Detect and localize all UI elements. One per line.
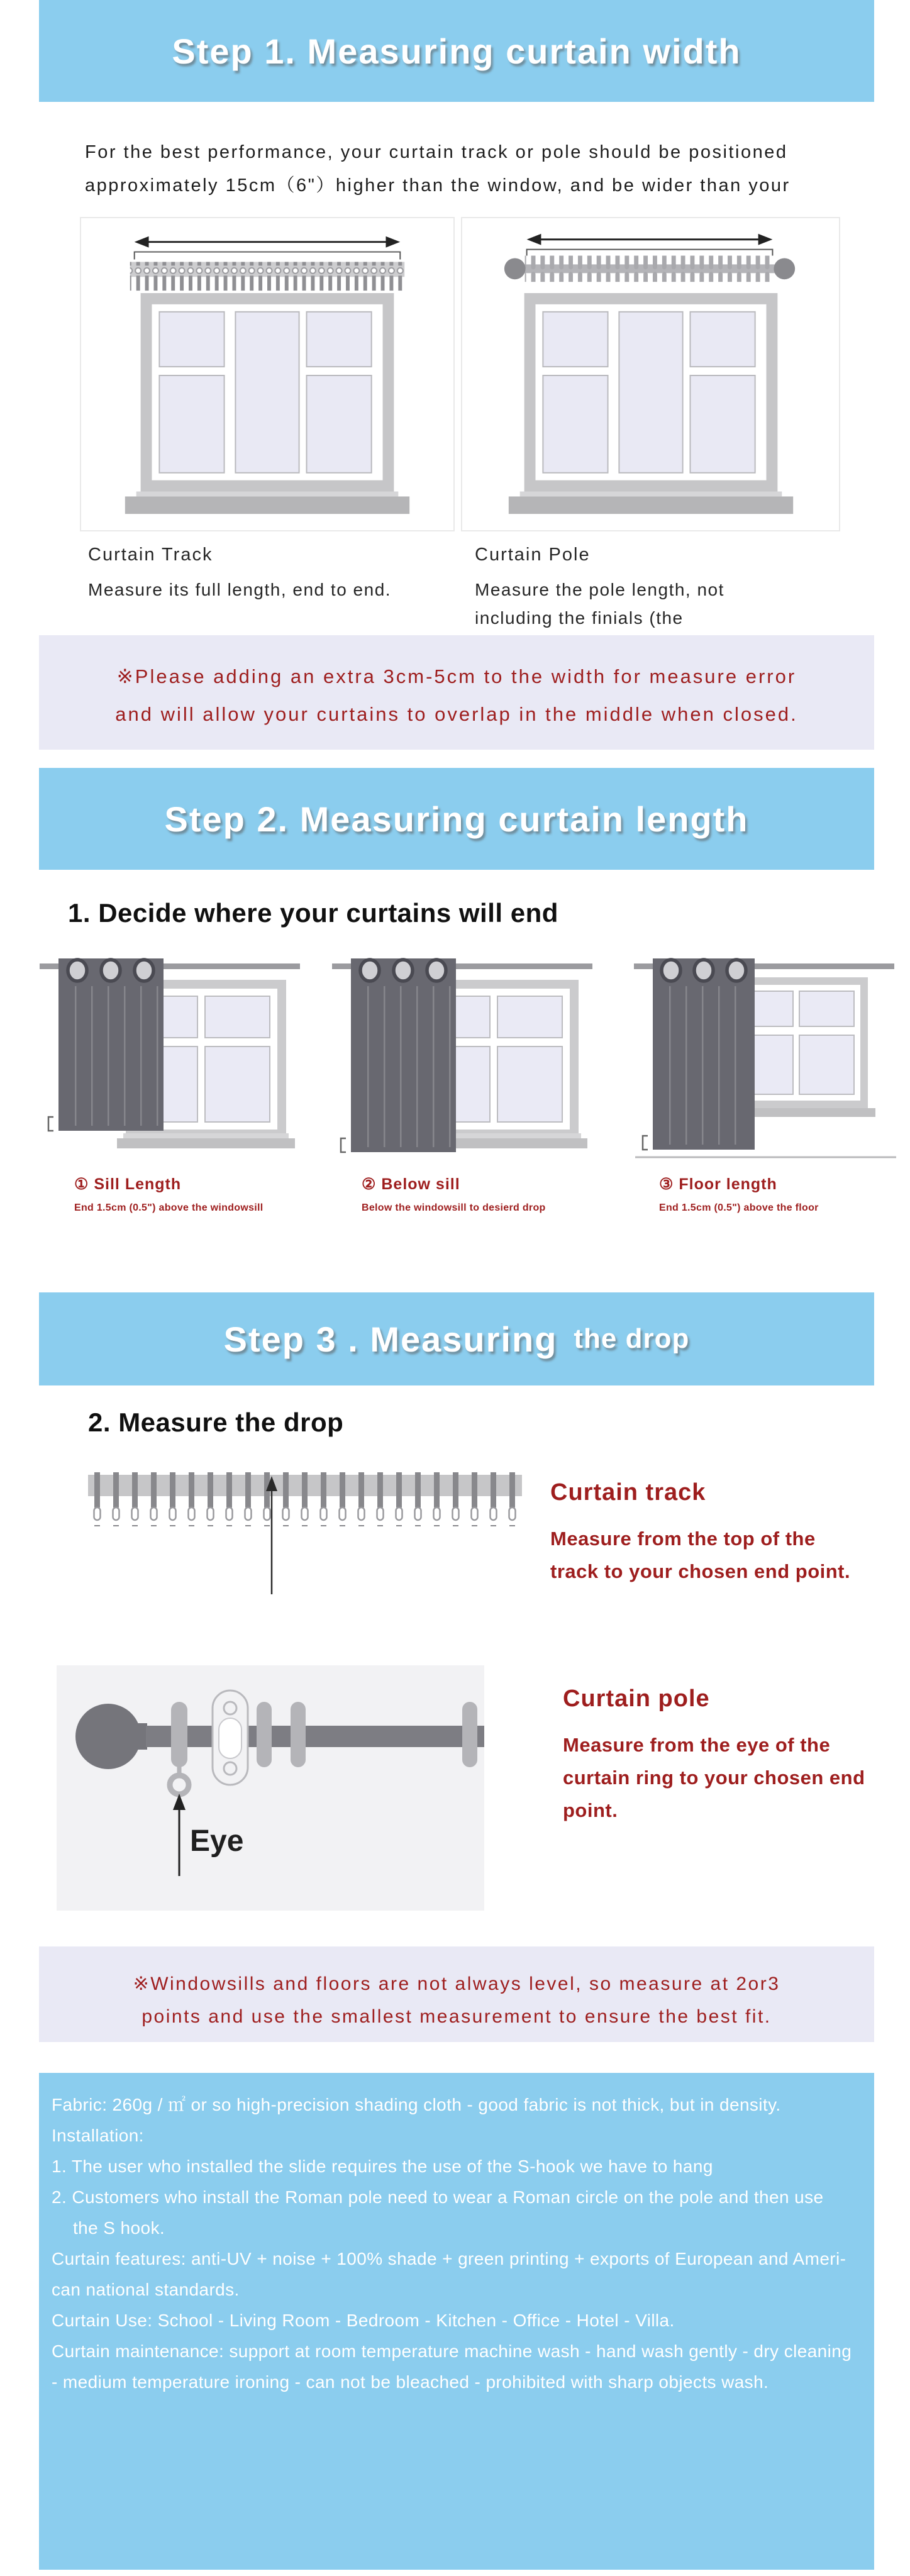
curtain-folds [62, 986, 160, 1126]
drop-pole-line1: Measure from the eye of the [563, 1734, 831, 1756]
window-pane [690, 312, 755, 367]
eye-arrow [173, 1794, 186, 1876]
grommet [727, 960, 746, 981]
measure-end-mark [643, 1136, 648, 1150]
intro-line-1: For the best performance, your curtain track or pole should be positioned [85, 142, 788, 162]
width-measure-note [39, 635, 874, 750]
footer-line: the S hook. [73, 2218, 165, 2238]
level-measure-note [39, 1946, 874, 2042]
footer-line: can national standards. [52, 2280, 240, 2299]
footer-line: Curtain features: anti-UV + noise + 100% shade + green printing + exports of European and Ameri- [52, 2249, 846, 2268]
sill-length-desc: End 1.5cm (0.5") above the windowsill [74, 1202, 264, 1213]
pole-ring [257, 1702, 272, 1767]
window-pane [159, 312, 224, 367]
footer-line: Installation: [52, 2126, 144, 2145]
window-pane [306, 375, 371, 473]
pole-finial [774, 258, 795, 279]
floor-length-caption [659, 1175, 819, 1214]
pole-caption-sub-line1: Measure the pole length, not [475, 580, 724, 599]
drop-pole-text [563, 1685, 865, 1827]
step3-banner-title: Step 3 . Measuring [223, 1319, 558, 1359]
bracket-center [219, 1718, 241, 1758]
track-hooks [130, 262, 404, 291]
footer-line: Curtain Use: School - Living Room - Bedroom - Kitchen - Office - Hotel - Villa. [52, 2311, 675, 2330]
bracket-screw-hole [224, 1702, 236, 1714]
pole-ball-finial [75, 1704, 141, 1769]
window-pane [543, 375, 608, 473]
ring-eye [170, 1766, 189, 1794]
footer-line: 2. Customers who install the Roman pole need to wear a Roman circle on the pole and then use [52, 2187, 824, 2207]
step2-heading: 1. Decide where your curtains will end [68, 898, 558, 928]
floor-length-graphic [629, 950, 899, 1167]
pole-rod [146, 1726, 484, 1747]
floor-length-desc: End 1.5cm (0.5") above the floor [659, 1202, 819, 1213]
step3-banner [39, 1292, 874, 1385]
window-pane [497, 1046, 562, 1122]
grommet [135, 960, 153, 981]
window-pane [497, 996, 562, 1038]
step3-heading: 2. Measure the drop [88, 1407, 344, 1437]
window-sill-lip [520, 491, 782, 496]
window-graphic [125, 293, 409, 514]
eye-label: Eye [190, 1824, 244, 1858]
width-arrow [527, 234, 773, 245]
pole-caption [475, 545, 852, 632]
drop-track-title: Curtain track [550, 1479, 706, 1506]
sill-length-illustration [35, 950, 305, 1167]
window-sill [125, 496, 409, 514]
window-pane [799, 1035, 854, 1094]
track-caption-sub: Measure its full length, end to end. [88, 580, 392, 599]
drop-track-graphic [88, 1468, 522, 1601]
track-caption-title: Curtain Track [88, 545, 213, 565]
curtain-pole-graphic [462, 218, 839, 530]
measure-end-mark [341, 1138, 346, 1152]
curtain-track-graphic [81, 218, 453, 530]
measure-bracket [135, 252, 401, 260]
grommet [427, 960, 446, 981]
step1-intro [85, 136, 855, 203]
curtain-panel [58, 958, 164, 1131]
drop-pole-line3: point. [563, 1799, 618, 1821]
below-sill-desc: Below the windowsill to desierd drop [362, 1202, 546, 1213]
grommet [394, 960, 413, 981]
sill-length-title: ① Sill Length [74, 1175, 182, 1193]
window-pane [543, 312, 608, 367]
footer-line: Fabric: 260g / ㎡ or so high-precision shading cloth - good fabric is not thick, but in density. [52, 2095, 781, 2114]
track-hooks [89, 1472, 521, 1526]
window-pane [619, 312, 682, 473]
curtain-track-illustration [80, 217, 455, 531]
pole-finial [504, 258, 526, 279]
floor-length-illustration [629, 950, 899, 1167]
pole-ring [171, 1702, 187, 1767]
note2-line2: points and use the smallest measurement to ensure the best fit. [141, 2006, 772, 2027]
grommet [101, 960, 120, 981]
drop-track-text [550, 1479, 850, 1588]
step2-banner [39, 768, 874, 870]
note2-line1: ※Windowsills and floors are not always level, so measure at 2or3 [133, 1974, 780, 1994]
window-graphic [509, 293, 793, 514]
below-sill-caption [362, 1175, 546, 1214]
drop-pole-illustration [57, 1665, 484, 1911]
footer-line: - medium temperature ironing - can not be bleached - prohibited with sharp objects wash. [52, 2372, 769, 2392]
grommet [662, 960, 680, 981]
drop-pole-title: Curtain pole [563, 1685, 710, 1712]
footer-line: Curtain maintenance: support at room temperature machine wash - hand wash gently - dry cleaning [52, 2341, 852, 2361]
sill-length-caption [74, 1175, 264, 1214]
pole-caption-sub-line2: including the finials (the [475, 608, 684, 628]
finial-neck [136, 1723, 147, 1750]
curtain-panel [653, 958, 755, 1150]
below-sill-graphic [327, 950, 597, 1167]
step3-banner-subtitle: the drop [574, 1323, 690, 1354]
step1-banner-title: Step 1. Measuring curtain width [172, 31, 741, 71]
window-pane [306, 312, 371, 367]
floor-length-title: ③ Floor length [659, 1175, 777, 1193]
pole-ring [291, 1702, 306, 1767]
pole-bracket-plate [213, 1690, 248, 1785]
window-pane [799, 991, 854, 1026]
note1-line2: and will allow your curtains to overlap in the middle when closed. [115, 703, 798, 725]
width-arrow [135, 236, 401, 248]
measure-end-mark [48, 1117, 53, 1131]
grommet [360, 960, 379, 981]
product-details-footer [39, 2073, 874, 2570]
window-sill [509, 496, 793, 514]
drop-track-line2: track to your chosen end point. [550, 1560, 851, 1582]
note1-line1: ※Please adding an extra 3cm-5cm to the width for measure error [116, 665, 797, 687]
bracket-screw-hole [224, 1762, 236, 1775]
curtain-pole-illustration [461, 217, 840, 531]
curtain-folds [657, 986, 751, 1145]
below-sill-illustration [327, 950, 597, 1167]
step2-banner-title: Step 2. Measuring curtain length [164, 799, 749, 839]
drop-pole-line2: curtain ring to your chosen end [563, 1767, 865, 1789]
window-pane [235, 312, 299, 473]
footer-line: 1. The user who installed the slide requires the use of the S-hook we have to hang [52, 2157, 713, 2176]
pole-caption-title: Curtain Pole [475, 545, 591, 565]
step1-banner [39, 0, 874, 102]
below-sill-title: ② Below sill [362, 1175, 460, 1193]
drop-track-line1: Measure from the top of the [550, 1528, 816, 1550]
window-sill [117, 1138, 295, 1148]
window-pane [205, 996, 270, 1038]
curtain-panel [351, 958, 456, 1152]
window-sill-lip [123, 1133, 289, 1138]
pole-ring [462, 1702, 477, 1767]
track-caption [88, 545, 456, 604]
drop-pole-graphic [57, 1665, 484, 1911]
measure-bracket [527, 250, 773, 256]
drop-track-illustration [88, 1468, 522, 1601]
sill-length-graphic [35, 950, 305, 1167]
window-pane [205, 1046, 270, 1122]
window-pane [690, 375, 755, 473]
pole-rings [525, 256, 774, 282]
grommet [694, 960, 713, 981]
grommet [68, 960, 87, 981]
intro-line-2: approximately 15cm（6"）higher than the window, and be wider than your [85, 175, 791, 196]
window-sill-lip [136, 491, 399, 496]
window-pane [159, 375, 224, 473]
curtain-folds [355, 986, 452, 1147]
